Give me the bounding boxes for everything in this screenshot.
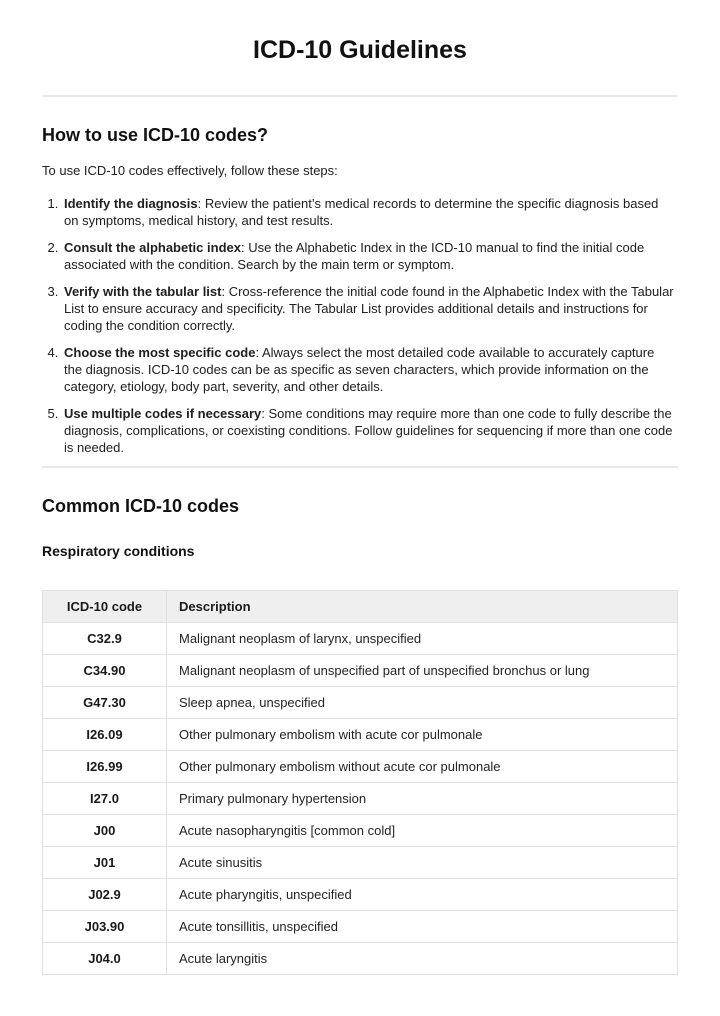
description-cell: Primary pulmonary hypertension [167, 782, 678, 814]
code-cell: J00 [43, 814, 167, 846]
code-cell: I27.0 [43, 782, 167, 814]
code-cell: C32.9 [43, 622, 167, 654]
step-term: Identify the diagnosis [64, 196, 198, 212]
divider [42, 95, 678, 97]
description-cell: Malignant neoplasm of unspecified part of unspecified bronchus or lung [167, 654, 678, 686]
table-row [43, 814, 678, 846]
table-row [43, 622, 678, 654]
list-item [62, 283, 674, 334]
divider [42, 466, 678, 468]
list-item [62, 239, 674, 273]
code-cell: G47.30 [43, 686, 167, 718]
table-row [43, 846, 678, 878]
table-row [43, 750, 678, 782]
table-row [43, 942, 678, 974]
description-cell: Acute nasopharyngitis [common cold] [167, 814, 678, 846]
step-term: Use multiple codes if necessary [64, 406, 262, 422]
table-row [43, 686, 678, 718]
table-header [43, 590, 678, 622]
step-text: : Cross-reference the initial code found in the Alphabetic Index with the Tabular List to ensure accuracy and specificity. The Tabular List provides additional details and instructions for coding the condition correctly. [64, 284, 674, 334]
description-cell: Sleep apnea, unspecified [167, 686, 678, 718]
step-text: : Use the Alphabetic Index in the ICD-10 manual to find the initial code associated with the condition. Search by the main term or symptom. [64, 240, 645, 273]
step-term: Verify with the tabular list [64, 284, 222, 300]
description-cell: Acute sinusitis [167, 846, 678, 878]
code-cell: J04.0 [43, 942, 167, 974]
section-heading-how-to-use: How to use ICD-10 codes? [42, 124, 269, 145]
section-heading-common-codes: Common ICD-10 codes [42, 496, 240, 517]
steps-list [42, 195, 678, 456]
code-cell: C34.90 [43, 654, 167, 686]
intro-paragraph: To use ICD-10 codes effectively, follow these steps: [42, 163, 338, 179]
description-cell: Acute tonsillitis, unspecified [167, 910, 678, 942]
icd10-codes-table [42, 590, 678, 975]
table-header-row [43, 590, 678, 622]
description-cell: Other pulmonary embolism without acute cor pulmonale [167, 750, 678, 782]
step-term: Consult the alphabetic index [64, 240, 241, 256]
description-cell: Acute pharyngitis, unspecified [167, 878, 678, 910]
code-cell: I26.99 [43, 750, 167, 782]
table-body [43, 622, 678, 974]
table-row [43, 654, 678, 686]
code-cell: J01 [43, 846, 167, 878]
list-item [62, 344, 674, 395]
list-item [62, 405, 674, 456]
page-title: ICD-10 Guidelines [253, 36, 467, 64]
step-term: Choose the most specific code [64, 345, 256, 361]
table-row [43, 878, 678, 910]
step-text: : Some conditions may require more than one code to fully describe the diagnosis, complications, or coexisting conditions. Follow guidelines for sequencing if more than one code is needed. [64, 406, 673, 456]
code-cell: J02.9 [43, 878, 167, 910]
table-row [43, 718, 678, 750]
subsection-heading-respiratory: Respiratory conditions [42, 542, 195, 559]
list-item [62, 195, 674, 229]
description-cell: Acute laryngitis [167, 942, 678, 974]
description-cell: Other pulmonary embolism with acute cor pulmonale [167, 718, 678, 750]
step-text: : Always select the most detailed code available to accurately capture the diagnosis. ICD-10 codes can be as specific as seven characters, which provide information on the category, etiology, body part, severity, and other details. [64, 345, 655, 395]
description-cell: Malignant neoplasm of larynx, unspecified [167, 622, 678, 654]
table-row [43, 910, 678, 942]
table-row [43, 782, 678, 814]
code-cell: I26.09 [43, 718, 167, 750]
column-header-description: Description [167, 590, 678, 622]
code-cell: J03.90 [43, 910, 167, 942]
step-text: : Review the patient’s medical records to determine the specific diagnosis based on symptoms, medical history, and test results. [64, 196, 659, 229]
column-header-code: ICD-10 code [43, 590, 167, 622]
